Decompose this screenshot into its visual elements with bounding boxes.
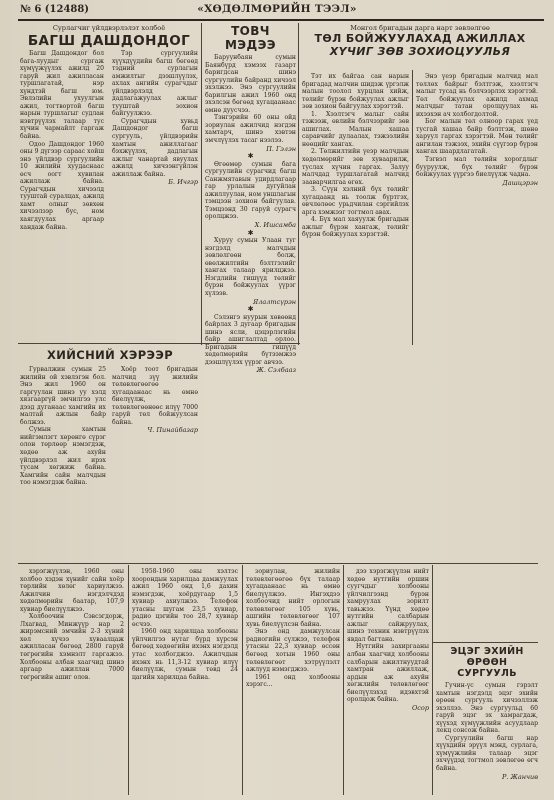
article-headline: ХҮЧИГ ЗӨВ ЗОХИОЦУУЛЬЯ [329,45,511,58]
column-rule [201,23,202,345]
article-paragraph: Гучин-үс сумын гэрэлт хамтын нэгдэлд эцэг эхийн өрөөн сургууль хичээллэж эхэллээ. Энэ сургуульд 60 гаруй эцэг эх хамрагдаж, хүүхэд хүмүүжлийн асуудлаар лекц сонсож байна. [436,682,538,735]
article-headline: ТОВЧ МЭДЭЭ [224,24,277,52]
news-item: Сэлэнгэ нуурын хөвөөнд байрлах 3 дугаар бригадын шинэ ясли, цэцэрлэгийн байр ашиглалтад орлоо. Бригадын гишүүд хөдөлмөрийн бүтээмжээ дээшлүүлэх үүрэг авчээ. [205,313,296,366]
bottom-column-4 [347,568,429,712]
article-paragraph: Холбоочин Сэвсэгдорж, Лхагвад, Минжүүр нар 2 жирэмсний эмчийн 2-3 хүний хөл хүчээ хуваалцаж ажилласан бөгөөд 2800 гаруй төгрөгийн хэмнэлт гаргажээ. Холбооны албан хаагчид шинэ аргаар ажиллан 7000 төгрөгийн ашиг олов. [20,613,124,681]
article-paragraph: Энэ онд дамжуулсан радиогийн сүлжээ, телефон утасны 22,3 хувиар өссөн бөгөөд хотын 1960 оны төлөвлөгөөт хэтрүүлэлт ажлууд нэмэгджээ. [246,628,340,674]
separator-dash: ✱ [247,152,254,161]
separator-dash: ✱ [247,305,254,314]
article-headline: ЭЦЭГ ЭХИЙН ӨРӨӨН СУРГУУЛЬ [450,646,524,679]
article-paragraph: хэрэгжүүлэн, 1960 оны холбоо хэдэн хүнийг сайн хоёр төрлийн хөлөг хариулжээ. Ажилчин нэгдэлчдэд хөдөлмөрийн баатар, 107,9 хувиар биелүүлжээ. [20,568,124,613]
masthead-rule [18,19,544,21]
article-signature: Ч. Пинайбазар [147,426,198,435]
column-rule [412,70,413,345]
article-paragraph: 1961 онд холбооны хэрэгс... [246,673,340,689]
column-rule [242,565,243,795]
article-body-column [416,73,538,187]
article-livestock [302,24,538,58]
article-body-column [112,366,198,435]
news-item: Тэнгэрийн 60 оны ойд зориулан ажилчид нэгдэн хамтарч, шинэ хэвтэн эмчлүүлэх тасаг нээлээ. [205,114,296,145]
article-paragraph: Багш Дашдондог бол бага-луудыг сургаж хүмүүжүүлэх ажилд 20 гаруй жил ажилласан туршлагатай, нэр хүндтэй багш юм. Эвлэлийн ухуулгын ажил, тогтвортой багш нарын туршлагыг судлан нэвтрүүлэх талаар тус хүчин чармайлт гаргаж байна. [20,50,104,141]
article-paragraph: 4. Бүх мал хаяуулж бригадын ажлыг бүрэн хангаж, төлийг бүрэн бойжуулах хэрэгтэй. [302,216,409,239]
article-kicker: Монгол бригадын дарга нарт зөвлөлгөө [350,24,490,32]
article-hiisnii-hereer [20,345,200,365]
masthead [0,0,554,27]
column-rule [298,23,299,345]
article-body-column [20,50,104,231]
article-paragraph: дээ хэрэгжүүлэн нийт хөдөө нутгийн оршин суугчдыг холбооны үйлчилгээнд бүрэн хамруулах зорилт тавьжээ. Үүнд хөдөө нутгийн салбарын ажлыг сайжруулах, шинэ техник нэвтрүүлэх явдал багтана. [347,568,429,643]
column-rule [128,565,129,795]
article-paragraph: 1958-1960 оны хэлтэс хоорондын харилцаа дамжуулах ажил 1960 онд 1,6 дахин нэмэгдэж, хоёрдугаар 1,5 хувиар ахиулжээ. Телефон утасны шугам 23,5 хувиар, радио цэгийн тоо 28,7 хувиар өсчээ. [132,568,238,628]
article-body-column [302,73,409,239]
bottom-column-2 [132,568,238,681]
article-paragraph: Гурвалжин сумын 25 жилийн ой хэвлэгэн бол. Энэ жил 1960 он гаргуулан шинэ уу хэлд хязгааргүй эмчилгээ улс дээд дуганаас хамгийн их малтай ажлын байр болжээ. [20,366,106,426]
article-headline: ТӨЛ БОЙЖУУЛАХАД АЖИЛЛАХ [314,32,526,45]
bottom-column-1 [20,568,124,681]
article-paragraph: Тэт их байгаа сан нарын бригадад малчин шидэж үргэлж малын тоолол хурцлан хийж, төлийг бүрэн бойжуулах ажлыг зөв зохион байгуулах хэрэгтэй. [302,73,409,111]
article-signature: Б. Ичгэр [168,178,198,187]
article-paragraph: 2. Төлжилтийн үеэр малчдын хөдөлмөрийг зөв хуваарилж, туслах хүчин гаргах. Залуу малчдад туршлагатай малчид зааварчилгаа өгөх. [302,148,409,186]
article-paragraph: Тэгвэл мал төлийн хорогдлыг бууруулж, бүх төлийг бүрэн бойжуулах үүргээ биелүүлж чадна. [416,156,538,179]
news-item: Баруунбаян сумын Баянбүрд хэмээх газарт баригдсан шинэ сургуулийн байранд хичээл эхэлжээ. Энэ сургуулийн барилгын ажил 1960 онд эхэлсэн бөгөөд хугацаанаас өмнө дуусчээ. [205,54,296,114]
article-body-column [205,54,296,375]
article-paragraph: Сургуулийн багш нар хүүхдийн эрүүл мэнд, сурлага, хүмүүжлийн талаар эцэг эхчүүдэд тогтмол зөвлөгөө өгч байна. [436,734,538,773]
article-kicker: Сурлагчиг үйлдвэрлэлэт холбоё [52,24,166,32]
section-rule [433,642,538,643]
separator-dash: ✱ [247,228,254,237]
article-paragraph: 1960 онд харилцаа холбооны үйлчилгээ нутаг бүрд хүрсэн бөгөөд хөдөөгийн ихэнх нэгдэлд утас холбогджээ. Ажилчдын ихэнх нь 11,3-12 хувиар илүү биелүүлж, сумын төвд 24 цагийн харилцаа байна. [132,628,238,681]
article-paragraph: 1. Хээлтэгч малыг сайн тэжээж, өвлийн бэлчээрийг зөв ашиглах. Малын хашаа саравчийг дулаалах, тэжээлийн нөөцийг хангах. [302,110,409,148]
article-headline: БАГШ ДАШДОНДОГ [27,33,191,49]
section-rule [18,563,538,564]
article-body-column [20,366,106,487]
article-paragraph: зориулан, жилийн төлөвлөгөөгөө бүх талаар хугацаанаас нь өмнө биелүүлжээ. Ингэхдээ холбоочид нийт орлогын төлөвлөгөөг 105 хувь, ашгийн төлөвлөгөөг 107 хувь биелүүлсэн байна. [246,568,340,628]
article-paragraph: Тэр сургуулийн хүүхдүүдийн багш бөгөөд тэдний сурлагын амжилтыг дээшлүүлэх, ахлах ангийн сурагчдыг үйлдвэрлэлд дадлагажуулах ажлыг тууштай зохион байгуулжээ. [112,50,198,118]
article-paragraph: Одоо Дашдондог 1960 оны 9 дүгээр сараас хойш энэ үйлдвэр сургуулийн 10 жилийн хуудаснаас өсч оогт хувилан ажиллаж байна. Сурагчдын хичээлд тууштай суралцах, ажилд хамт олныг зөвхөн хичээлээр бус, ном хаягдуулах аргаар хандаж байна. [20,140,104,231]
article-body-column [112,50,198,187]
article-signature: Х. Ишсамба [254,221,296,230]
bottom-column-3 [246,568,340,689]
article-short-news [205,24,296,375]
article-signature: П. Гэлэн [266,144,296,153]
newspaper-title: «ХӨДӨЛМӨРИЙН ТЭЭЛ» [197,3,357,15]
article-signature: Р. Жанчив [502,772,538,781]
column-rule [343,565,344,795]
article-paragraph: Сурагчдын хувьд Дашдондог багш сургууль, үйлдвэрийн хамтын ажиллагааг бэхжүүлэх, дадлагын ажлыг чанартай явуулах ажилд хичээнгүйлэн ажиллаж байна. [112,117,198,178]
issue-number: № 6 (12488) [20,4,90,15]
news-item: Өгөөмөр сумын бага сургуулийн сурагчид багш Санжмятавын удирдлагаар гар урлалын дугуйлан ажиллуулан, ном уншлагын тэмцээн зохион байгуулав. Тэмцээнд 30 гаруй сурагч оролцжээ. [205,160,296,221]
article-body-column [436,682,538,781]
article-signature: Дашцэрэн [502,178,538,187]
news-item: Хуруу сумын Улаан туг нэгдэлд малчдын зөвлөлгөөн болж, өвөлжилтийн бэлтгэлийг хангах талаар ярилцжээ. Нэгдлийн гишүүд төлийг бүрэн бойжуулах үүрэг хүлээв. [205,237,296,297]
article-signature: Ж. Сэлбааз [256,366,296,375]
column-rule [432,565,433,795]
article-teacher [20,24,198,52]
article-paragraph: Сумын хамтын нийгэмлэгт хөрөнгө сүрэг олон төрлөөр нэмэгдэж, хөдөө аж ахуйн үйлдвэрлэл жил ирэх тусам хөгжиж байна. Хамгийн сайн малчдын тоо нэмэгдэж байна. [20,426,106,487]
article-paragraph: Бог малын төл олноор гарах үед тусгай хашаа байр бэлтгэж, шөнө харуул гаргах хэрэгтэй. Мөн төлийг ангилан тэжээх, эхийн сүүгээр бүрэн хангах шаардлагатай. [416,118,538,156]
article-paragraph: Энэ үеэр бригадын малчид мал төллөх байрыг бэлтгэж, хээлтэгч малыг тусад нь бэлчээрлэх хэрэгтэй. Төл бойжуулах ажилд ахмад малчдыг татан оролцуулах нь ихээхэн ач холбогдолтой. [416,73,538,118]
article-parents-school [436,646,538,781]
article-signature: Осор [411,703,429,712]
article-headline: ХИЙСНИЙ ХЭРЭЭР [46,348,174,362]
article-signature: Ялалтсүрэн [253,297,296,306]
article-paragraph: 3. Сүүн хэлний бүх төлийг хугацаанд нь тоолж бүртгэх, өвчлөлөөс урьдчилан сэргийлэх арга хэмжээг тогтмол авах. [302,186,409,216]
article-paragraph: Нутгийн захиргааны албан хаагчид холбооны салбарын ажилтнуудтай хамтран ажиллаж, ардын аж ахуйн хөгжлийн төлөвлөгөөг биелүүлэхэд идэвхтэй оролцож байна. [347,643,429,704]
article-paragraph: Хоёр тоот бригадын малчид зүү жилийн төлөвлөгөөгөө хугацаанаас нь өмнө биелүүлж, төлөвлөгөөнөөс илүү 7000 гаруй төл бойжуулсан байна. [112,366,198,426]
